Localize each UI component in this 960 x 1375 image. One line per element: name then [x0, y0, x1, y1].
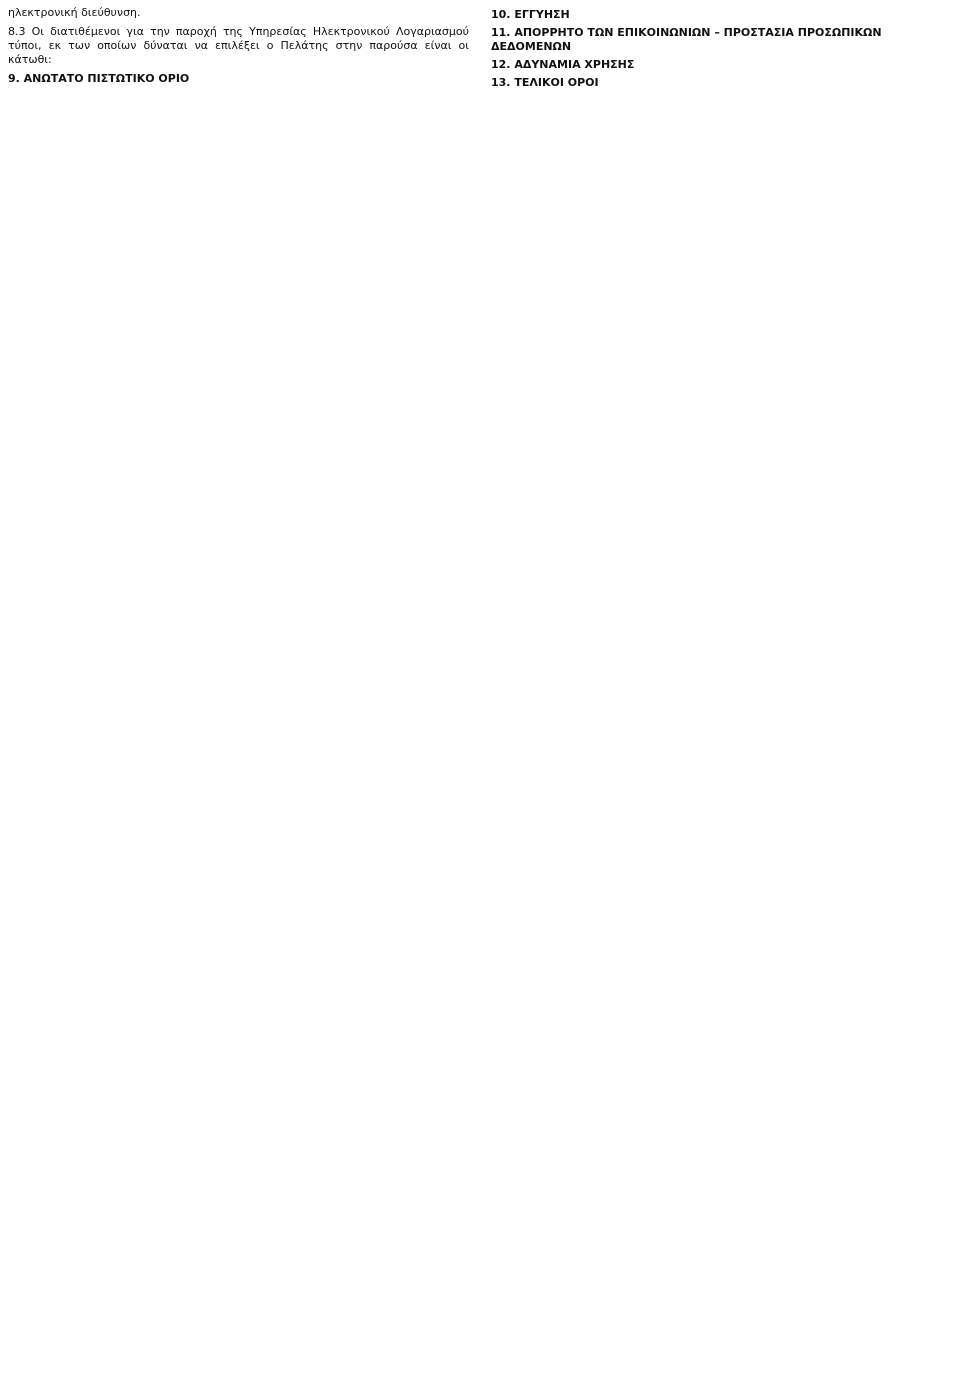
heading-13: 13. ΤΕΛΙΚΟΙ ΟΡΟΙ: [491, 76, 599, 89]
left-column: [8, 6, 469, 1367]
item-8-3-intro: 8.3 Οι διατιθέμενοι για την παροχή της Υπηρεσίας Ηλεκτρονικού Λογαριασμού τύποι, εκ των οποίων δύναται να επιλέξει ο Πελάτης στην παρούσα είναι οι κάτωθι:: [8, 25, 469, 66]
heading-9: 9. ΑΝΩΤΑΤΟ ΠΙΣΤΩΤΙΚΟ ΟΡΙΟ: [8, 72, 190, 85]
right-column: [491, 6, 952, 1367]
columns: [8, 6, 952, 1367]
left-first-line: ηλεκτρονική διεύθυνση.: [8, 6, 141, 19]
heading-11: 11. ΑΠΟΡΡΗΤΟ ΤΩΝ ΕΠΙΚΟΙΝΩΝΙΩΝ – ΠΡΟΣΤΑΣΙΑ ΠΡΟΣΩΠΙΚΩΝ ΔΕΔΟΜΕΝΩΝ: [491, 26, 882, 53]
heading-12: 12. ΑΔΥΝΑΜΙΑ ΧΡΗΣΗΣ: [491, 58, 635, 71]
heading-10: 10. ΕΓΓΥΗΣΗ: [491, 8, 570, 21]
